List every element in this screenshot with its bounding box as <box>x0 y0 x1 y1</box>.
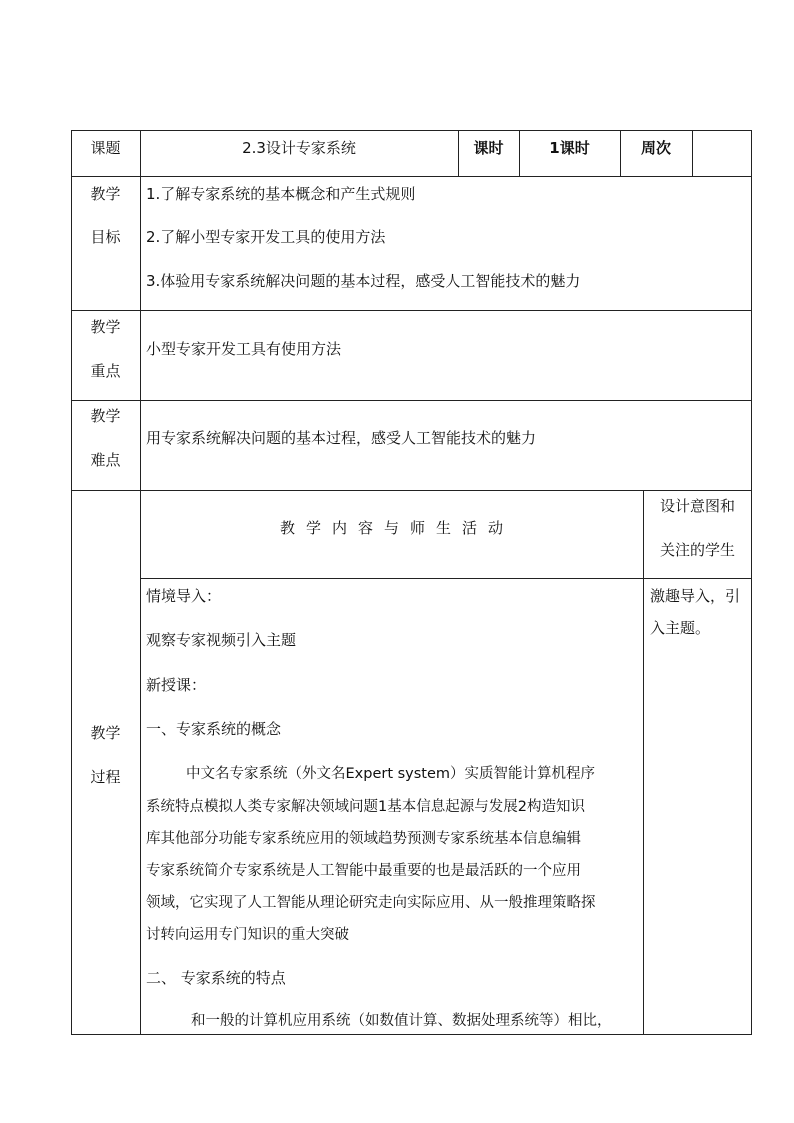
content-line: 一、专家系统的概念 <box>146 720 282 738</box>
topic-label: 课题 <box>90 139 121 157</box>
objectives-label-line1: 教学 <box>90 185 121 203</box>
content-line: 系统特点模拟人类专家解决领域问题1基本信息起源与发展2构造知识 <box>146 799 585 815</box>
content-line: 和一般的计算机应用系统（如数值计算、数据处理系统等）相比， <box>191 1013 612 1029</box>
objective-item: 2.了解小型专家开发工具的使用方法 <box>146 228 386 246</box>
row-divider <box>71 310 752 311</box>
column-divider <box>692 130 693 176</box>
row-divider <box>71 176 752 177</box>
key-points-label-line2: 重点 <box>90 362 121 380</box>
topic-value: 2.3设计专家系统 <box>242 139 356 157</box>
objective-item: 3.体验用专家系统解决问题的基本过程，感受人工智能技术的魅力 <box>146 272 581 290</box>
hours-value: 1课时 <box>549 139 590 157</box>
row-divider <box>71 490 752 491</box>
content-line: 中文名专家系统（外文名Expert system）实质智能计算机程序 <box>186 766 596 782</box>
design-note-line1: 激趣导入，引 <box>650 587 741 605</box>
objectives-label-line2: 目标 <box>90 228 121 246</box>
column-divider <box>643 490 644 1035</box>
design-note-line2: 入主题。 <box>650 619 711 637</box>
design-header-line1: 设计意图和 <box>659 497 735 515</box>
difficulties-text: 用专家系统解决问题的基本过程，感受人工智能技术的魅力 <box>146 429 537 447</box>
content-header: 教学内容与师生活动 <box>279 519 514 537</box>
row-divider <box>140 578 752 579</box>
process-label-line2: 过程 <box>90 768 121 786</box>
key-points-text: 小型专家开发工具有使用方法 <box>146 340 342 358</box>
difficulties-label-line1: 教学 <box>90 407 121 425</box>
content-line: 库其他部分功能专家系统应用的领域趋势预测专家系统基本信息编辑 <box>146 831 581 847</box>
content-line: 专家系统简介专家系统是人工智能中最重要的也是最活跃的一个应用 <box>146 863 581 879</box>
content-line: 二、 专家系统的特点 <box>146 969 286 987</box>
hours-label: 课时 <box>473 139 504 157</box>
process-label-line1: 教学 <box>90 724 121 742</box>
content-line: 讨转向运用专门知识的重大突破 <box>146 927 349 943</box>
content-line: 新授课： <box>146 676 207 694</box>
row-divider <box>71 400 752 401</box>
content-line: 情境导入： <box>146 587 222 605</box>
objective-item: 1.了解专家系统的基本概念和产生式规则 <box>146 185 416 203</box>
week-label: 周次 <box>640 139 671 157</box>
column-divider <box>140 130 141 1035</box>
design-header-line2: 关注的学生 <box>659 541 735 559</box>
key-points-label-line1: 教学 <box>90 318 121 336</box>
content-line: 领域，它实现了人工智能从理论研究走向实际应用、从一般推理策略探 <box>146 895 596 911</box>
content-line: 观察专家视频引入主题 <box>146 631 297 649</box>
difficulties-label-line2: 难点 <box>90 451 121 469</box>
